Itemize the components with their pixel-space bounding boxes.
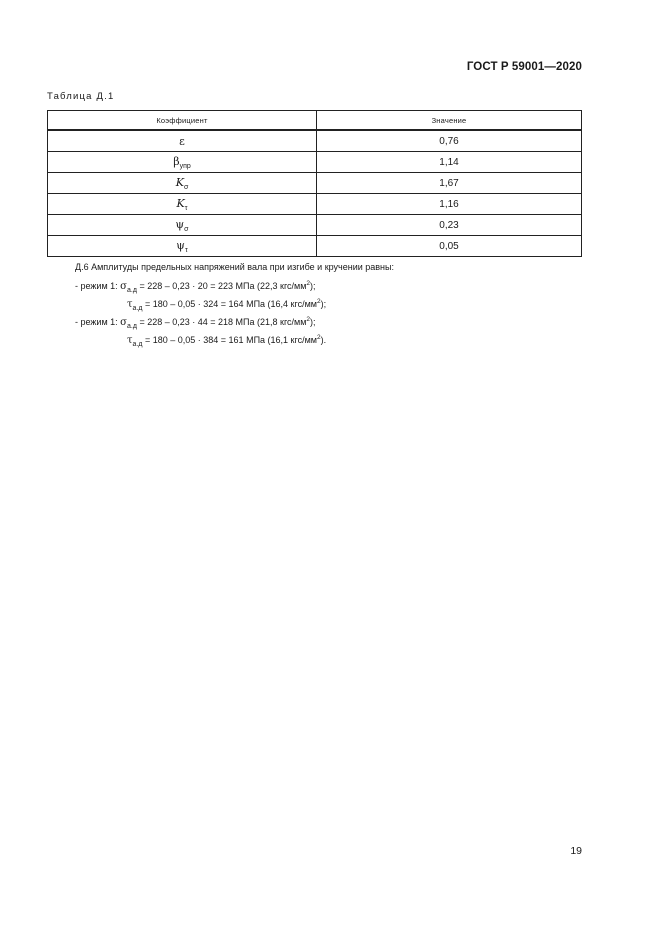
value-cell: 1,16: [317, 194, 582, 215]
table-caption: Таблица Д.1: [47, 91, 115, 102]
tau-symbol: τ: [127, 299, 133, 310]
value-cell: 0,23: [317, 215, 582, 236]
formula-expression: = 228 – 0,23 · 20 = 223 МПа (22,3 кгс/мм: [136, 281, 307, 291]
coefficient-symbol: ψ: [175, 217, 185, 231]
value-cell: 1,14: [317, 152, 582, 173]
formula-subscript: а.д: [127, 323, 137, 330]
mode-label: - режим 1:: [75, 317, 118, 327]
formula-superscript: 2: [316, 298, 321, 305]
coefficient-symbol: ψ: [176, 238, 185, 252]
column-header-value: Значение: [317, 111, 582, 131]
table-row: [48, 236, 582, 257]
formula-expression: = 228 – 0,23 · 44 = 218 МПа (21,8 кгс/мм: [136, 317, 307, 327]
formula-subscript: а.д: [132, 341, 143, 348]
coefficient-cell: [48, 152, 317, 173]
formula-superscript: 2: [316, 334, 321, 341]
table-row: [48, 173, 582, 194]
coefficient-subscript: τ: [184, 204, 188, 212]
table-row: [48, 194, 582, 215]
formula-subscript: а.д: [127, 287, 137, 294]
table-row: [48, 130, 582, 152]
page-number: 19: [570, 845, 582, 857]
paragraph-intro: Д.6 Амплитуды предельных напряжений вала при изгибе и кручении равны:: [75, 262, 394, 272]
formula-line: [75, 316, 316, 330]
formula-tail: );: [310, 281, 316, 291]
formula-superscript: 2: [306, 316, 311, 323]
coefficient-subscript: упр: [179, 162, 191, 170]
formula-subscript: а.д: [132, 305, 143, 312]
formula-line: [127, 298, 326, 312]
sigma-symbol: σ: [120, 317, 127, 328]
coefficient-symbol: K: [175, 175, 184, 189]
formula-superscript: 2: [306, 280, 311, 287]
formula-line: [75, 280, 316, 294]
value-cell: 0,05: [317, 236, 582, 257]
table-row: [48, 152, 582, 173]
formula-expression: = 180 – 0,05 · 384 = 161 МПа (16,1 кгс/мм: [142, 335, 317, 345]
mode-label: - режим 1:: [75, 281, 118, 291]
column-header-coefficient: Коэффициент: [48, 111, 317, 131]
coefficient-symbol: ε: [179, 134, 185, 148]
coefficient-subscript: σ: [184, 225, 189, 233]
coefficient-cell: [48, 130, 317, 152]
coefficient-cell: [48, 173, 317, 194]
formula-line: [127, 334, 326, 348]
formula-tail: ).: [320, 335, 327, 345]
formula-expression: = 180 – 0,05 · 324 = 164 МПа (16,4 кгс/мм: [142, 299, 317, 309]
sigma-symbol: σ: [120, 281, 127, 292]
document-code: ГОСТ Р 59001—2020: [466, 61, 582, 73]
coefficient-symbol: K: [176, 196, 185, 210]
table-header-row: [48, 111, 582, 131]
coefficient-cell: [48, 236, 317, 257]
coefficients-table: [47, 110, 582, 257]
coefficient-subscript: σ: [183, 183, 189, 191]
formula-tail: );: [310, 317, 316, 327]
coefficient-subscript: τ: [184, 246, 188, 254]
coefficient-cell: [48, 215, 317, 236]
formula-tail: );: [320, 299, 327, 309]
value-cell: 1,67: [317, 173, 582, 194]
value-cell: 0,76: [317, 130, 582, 152]
table-row: [48, 215, 582, 236]
coefficient-symbol: β: [173, 154, 180, 168]
coefficient-cell: [48, 194, 317, 215]
tau-symbol: τ: [127, 335, 133, 346]
